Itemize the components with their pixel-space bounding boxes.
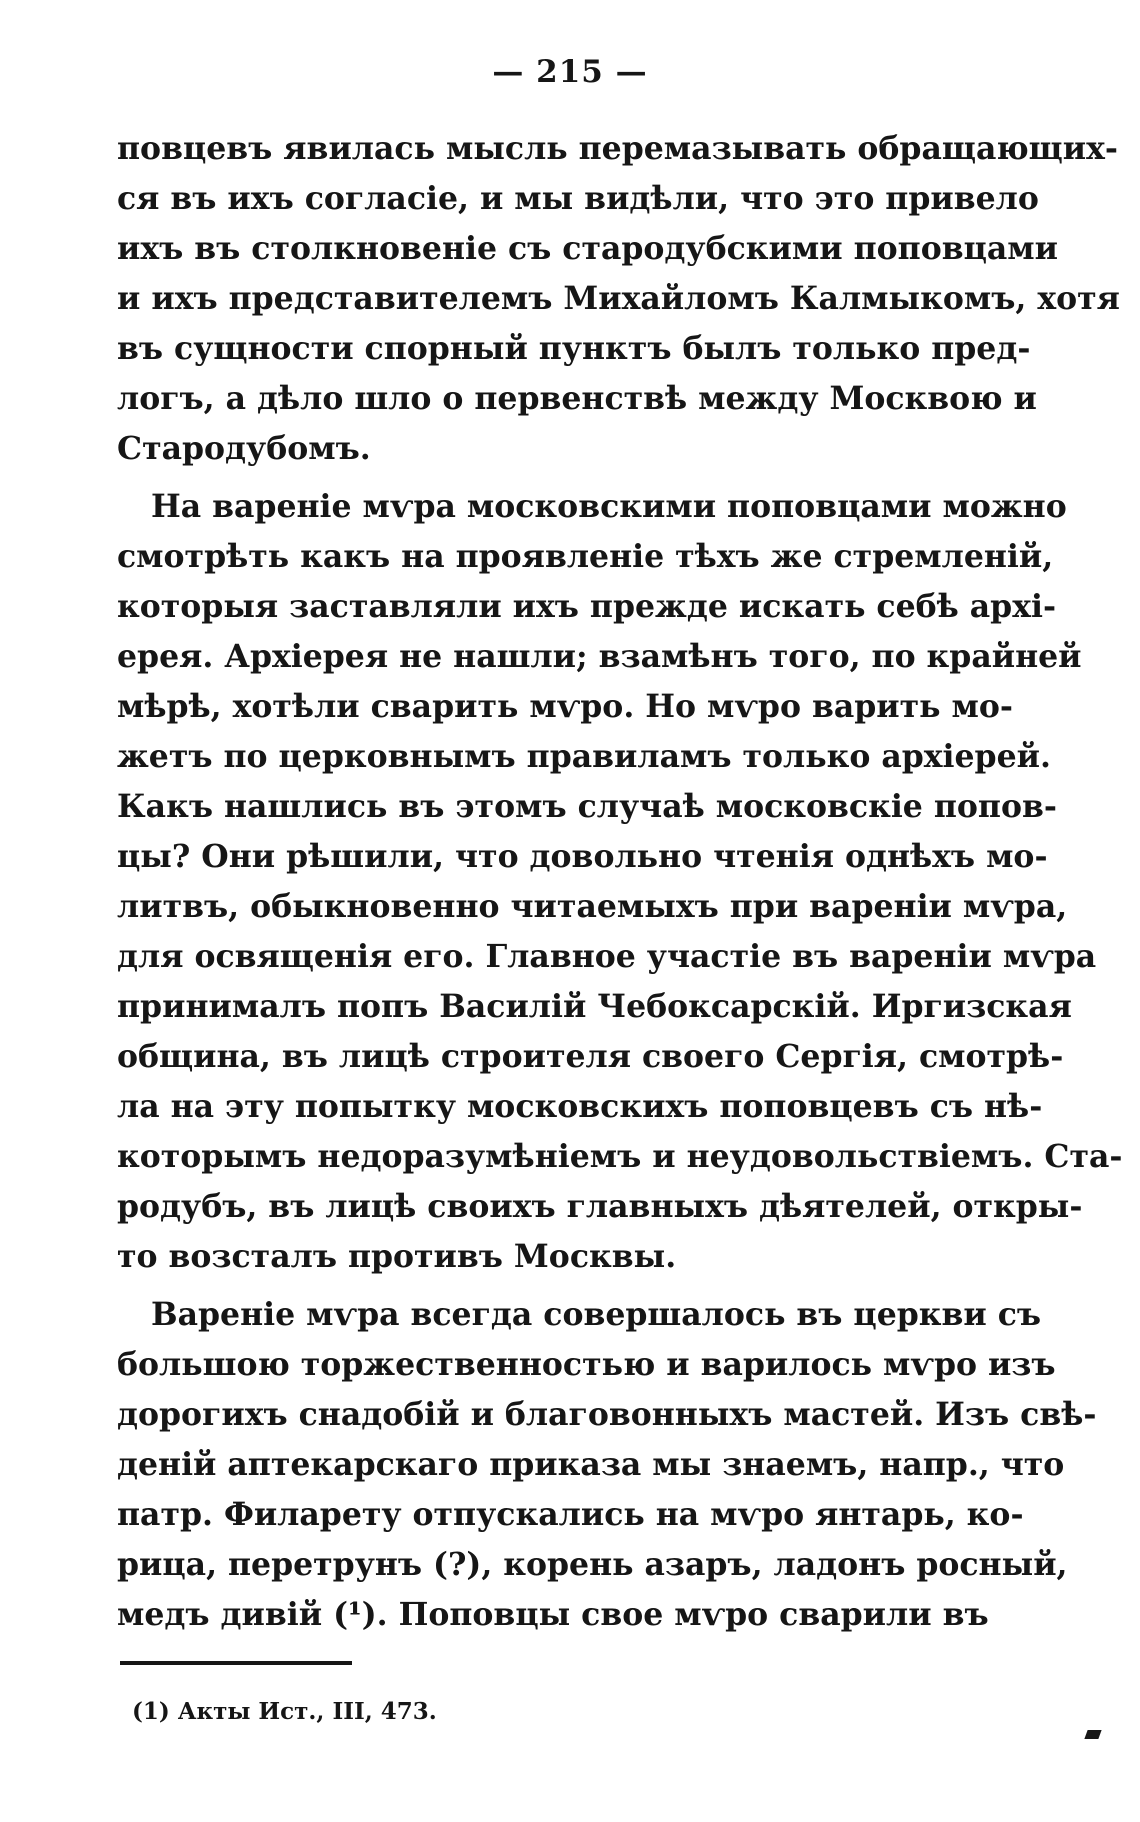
text-line: община, въ лицѣ строителя своего Сергія, смотрѣ- xyxy=(117,1038,1064,1075)
body-text xyxy=(117,124,1123,1640)
page-number: — 215 — xyxy=(492,54,648,90)
text-line: ерея. Архіерея не нашли; взамѣнъ того, по крайней xyxy=(117,638,1082,675)
text-line: ла на эту попытку московскихъ поповцевъ съ нѣ- xyxy=(117,1088,1043,1125)
footnote-divider xyxy=(120,1661,352,1665)
text-line: патр. Филарету отпускались на мѵро янтарь, ко- xyxy=(117,1496,1024,1533)
text-line: цы? Они рѣшили, что довольно чтенія однѣхъ мо- xyxy=(117,838,1048,875)
text-line: литвъ, обыкновенно читаемыхъ при вареніи мѵра, xyxy=(117,888,1068,925)
text-line: въ сущности спорный пунктъ былъ только пред- xyxy=(117,330,1031,367)
paragraph xyxy=(117,124,1120,474)
text-line: рица, перетрунъ (?), корень азаръ, ладонъ росный, xyxy=(117,1546,1068,1583)
ink-mark xyxy=(1084,1730,1101,1739)
text-line: ся въ ихъ согласіе, и мы видѣли, что это привело xyxy=(117,180,1039,217)
text-line: принималъ попъ Василій Чебоксарскій. Иргизская xyxy=(117,988,1072,1025)
text-line: которыя заставляли ихъ прежде искать себѣ архі- xyxy=(117,588,1057,625)
paragraph xyxy=(117,482,1123,1282)
text-line: Стародубомъ. xyxy=(117,430,371,467)
text-line: для освященія его. Главное участіе въ вареніи мѵра xyxy=(117,938,1097,975)
text-line: и ихъ представителемъ Михайломъ Калмыкомъ, хотя xyxy=(117,280,1120,317)
text-line: смотрѣть какъ на проявленіе тѣхъ же стремленій, xyxy=(117,538,1054,575)
text-line: Какъ нашлись въ этомъ случаѣ московскіе попов- xyxy=(117,788,1057,825)
text-line: мѣрѣ, хотѣли сварить мѵро. Но мѵро варить мо- xyxy=(117,688,1013,725)
text-line: ихъ въ столкновеніе съ стародубскими поповцами xyxy=(117,230,1059,267)
text-line: деній аптекарскаго приказа мы знаемъ, напр., что xyxy=(117,1446,1065,1483)
text-line: медъ дивій (¹). Поповцы свое мѵро сварили въ xyxy=(117,1596,989,1633)
text-line: логъ, а дѣло шло о первенствѣ между Москвою и xyxy=(117,380,1037,417)
footnote: (1) Акты Ист., III, 473. xyxy=(132,1698,437,1725)
text-line: которымъ недоразумѣніемъ и неудовольствіемъ. Ста- xyxy=(117,1138,1123,1175)
text-line: жетъ по церковнымъ правиламъ только архіерей. xyxy=(117,738,1051,775)
text-line: повцевъ явилась мысль перемазывать обращающих- xyxy=(117,130,1118,167)
text-line: дорогихъ снадобій и благовонныхъ мастей. Изъ свѣ- xyxy=(117,1396,1097,1433)
text-line: родубъ, въ лицѣ своихъ главныхъ дѣятелей, откры- xyxy=(117,1188,1083,1225)
text-line: На вареніе мѵра московскими поповцами можно xyxy=(151,488,1067,525)
text-line: большою торжественностью и варилось мѵро изъ xyxy=(117,1346,1056,1383)
text-line: то возсталъ противъ Москвы. xyxy=(117,1238,677,1275)
text-line: Вареніе мѵра всегда совершалось въ церкви съ xyxy=(151,1296,1042,1333)
paragraph xyxy=(117,1290,1097,1640)
